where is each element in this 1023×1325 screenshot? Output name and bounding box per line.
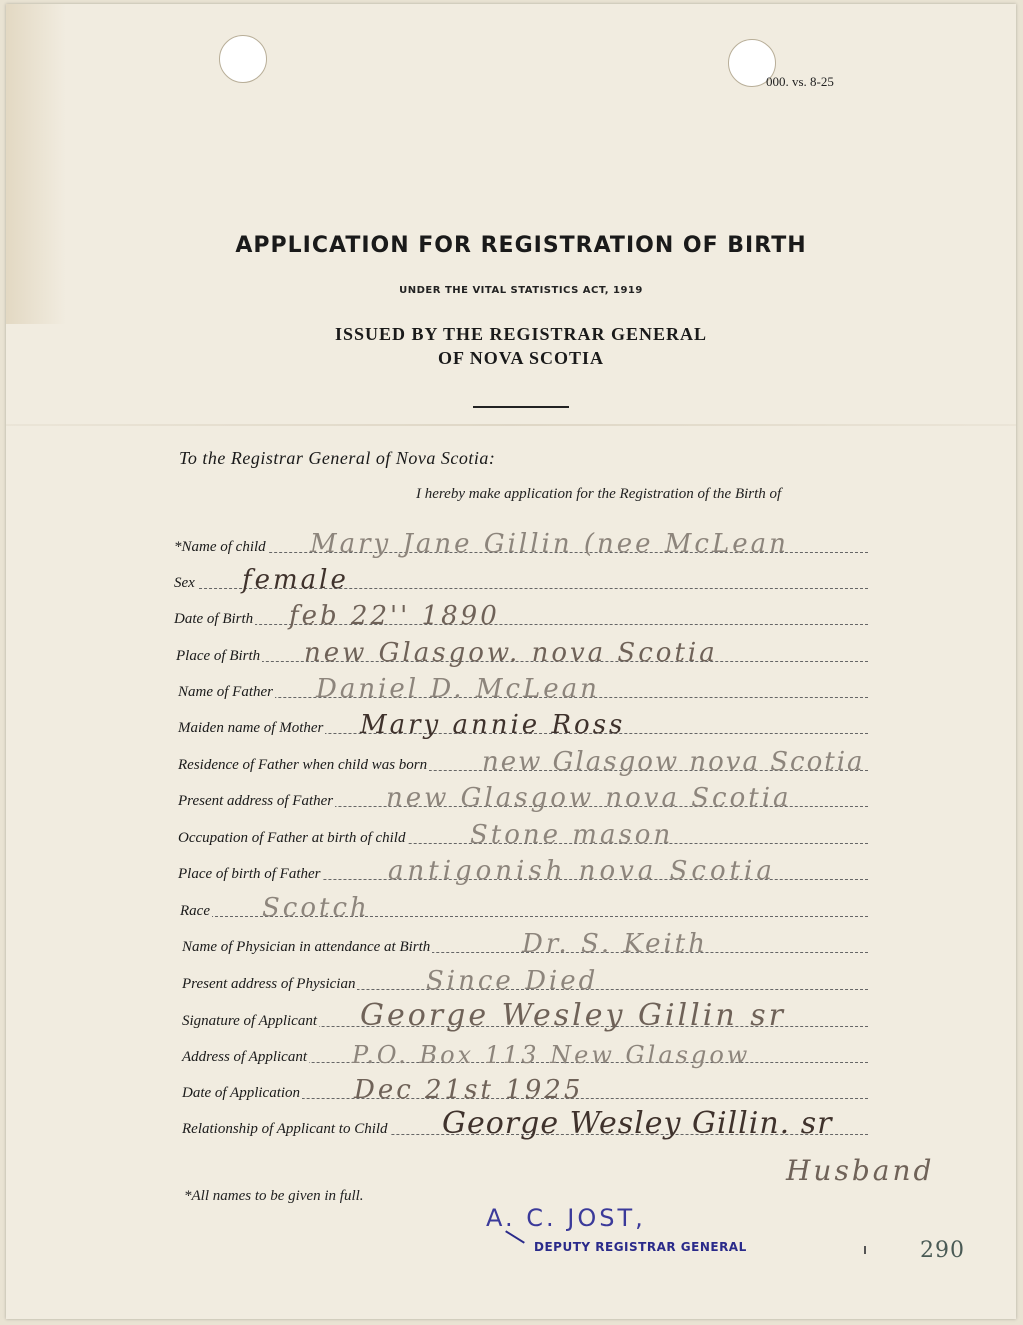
field-value: Stone mason [470, 820, 674, 850]
field-label: Date of Birth [174, 611, 254, 627]
field-label: Name of Father [178, 684, 273, 700]
field-value: new Glasgow. nova Scotia [304, 638, 718, 668]
applicant-signature: George Wesley Gillin sr [360, 998, 786, 1033]
relationship-signature: George Wesley Gillin. sr [442, 1106, 833, 1141]
field-value: female [242, 565, 349, 595]
field-value: Mary Jane Gillin (nee McLean [310, 529, 789, 559]
registrar-stamp-title: DEPUTY REGISTRAR GENERAL [534, 1240, 747, 1254]
field-label: Occupation of Father at birth of child [178, 830, 406, 846]
stamp-mark [505, 1230, 525, 1243]
field-label: Residence of Father when child was born [178, 757, 428, 773]
field-value: Mary annie Ross [360, 710, 626, 740]
intro-text: I hereby make application for the Registration of the Birth of [416, 486, 782, 502]
field-label: *Name of child [174, 539, 266, 555]
field-label: Present address of Father [178, 793, 334, 809]
salutation: To the Registrar General of Nova Scotia: [179, 448, 496, 468]
page-number: 290 [920, 1238, 965, 1263]
field-date-of-birth [174, 601, 868, 631]
title-divider [473, 406, 569, 408]
field-label: Sex [174, 575, 195, 591]
field-value: Dec 21st 1925 [354, 1075, 584, 1105]
document-title: APPLICATION FOR REGISTRATION OF BIRTH [235, 233, 807, 258]
field-label: Maiden name of Mother [178, 720, 324, 736]
field-name-of-child [174, 529, 868, 559]
field-value: Dr. S. Keith [522, 929, 708, 959]
field-address-of-applicant [182, 1041, 868, 1069]
field-place-of-birth [176, 638, 868, 668]
field-label: Signature of Applicant [182, 1013, 317, 1029]
field-label: Present address of Physician [182, 976, 356, 992]
field-value: feb 22'' 1890 [289, 601, 500, 631]
field-label: Name of Physician in attendance at Birth [182, 939, 431, 955]
field-relationship-of-applicant [182, 1106, 868, 1141]
field-date-of-application [182, 1075, 868, 1105]
paper-stain [6, 4, 66, 324]
document-subtitle: UNDER THE VITAL STATISTICS ACT, 1919 [399, 285, 643, 296]
relationship-note: Husband [786, 1154, 935, 1187]
field-value: Since Died [426, 966, 599, 996]
field-value: Scotch [262, 893, 370, 923]
field-name-of-father [178, 674, 868, 704]
margin-tick [864, 1246, 866, 1254]
field-sex [174, 565, 868, 595]
issuer-line-1: ISSUED BY THE REGISTRAR GENERAL [334, 324, 708, 344]
field-label: Address of Applicant [182, 1049, 307, 1065]
field-signature-of-applicant [182, 998, 868, 1033]
field-value: antigonish nova Scotia [388, 856, 776, 886]
issuer-heading [6, 322, 1016, 370]
field-maiden-name-of-mother [178, 710, 868, 740]
field-present-address-of-physician [182, 966, 868, 996]
field-value: P.O. Box 113 New Glasgow [352, 1041, 751, 1069]
document-page [6, 4, 1016, 1319]
field-value: new Glasgow nova Scotia [482, 747, 865, 777]
field-place-of-birth-of-father [178, 856, 868, 886]
field-label: Place of birth of Father [178, 866, 321, 882]
punch-hole-left [219, 35, 267, 83]
field-race [180, 893, 868, 923]
registrar-stamp-name: A. C. JOST, [486, 1204, 646, 1232]
field-residence-of-father [178, 747, 868, 777]
field-label: Relationship of Applicant to Child [182, 1121, 388, 1137]
footnote: *All names to be given in full. [184, 1188, 364, 1204]
field-label: Race [180, 903, 210, 919]
field-present-address-of-father [178, 783, 868, 813]
field-label: Place of Birth [176, 648, 261, 664]
field-name-of-physician [182, 929, 868, 959]
field-value: new Glasgow nova Scotia [386, 783, 792, 813]
field-value: Daniel D. McLean [316, 674, 600, 704]
issuer-line-2: OF NOVA SCOTIA [437, 348, 605, 368]
field-occupation-of-father [178, 820, 868, 850]
field-leader [174, 624, 868, 625]
form-number: 000. vs. 8-25 [766, 74, 834, 89]
paper-fold-line [6, 424, 1016, 426]
field-label: Date of Application [182, 1085, 301, 1101]
